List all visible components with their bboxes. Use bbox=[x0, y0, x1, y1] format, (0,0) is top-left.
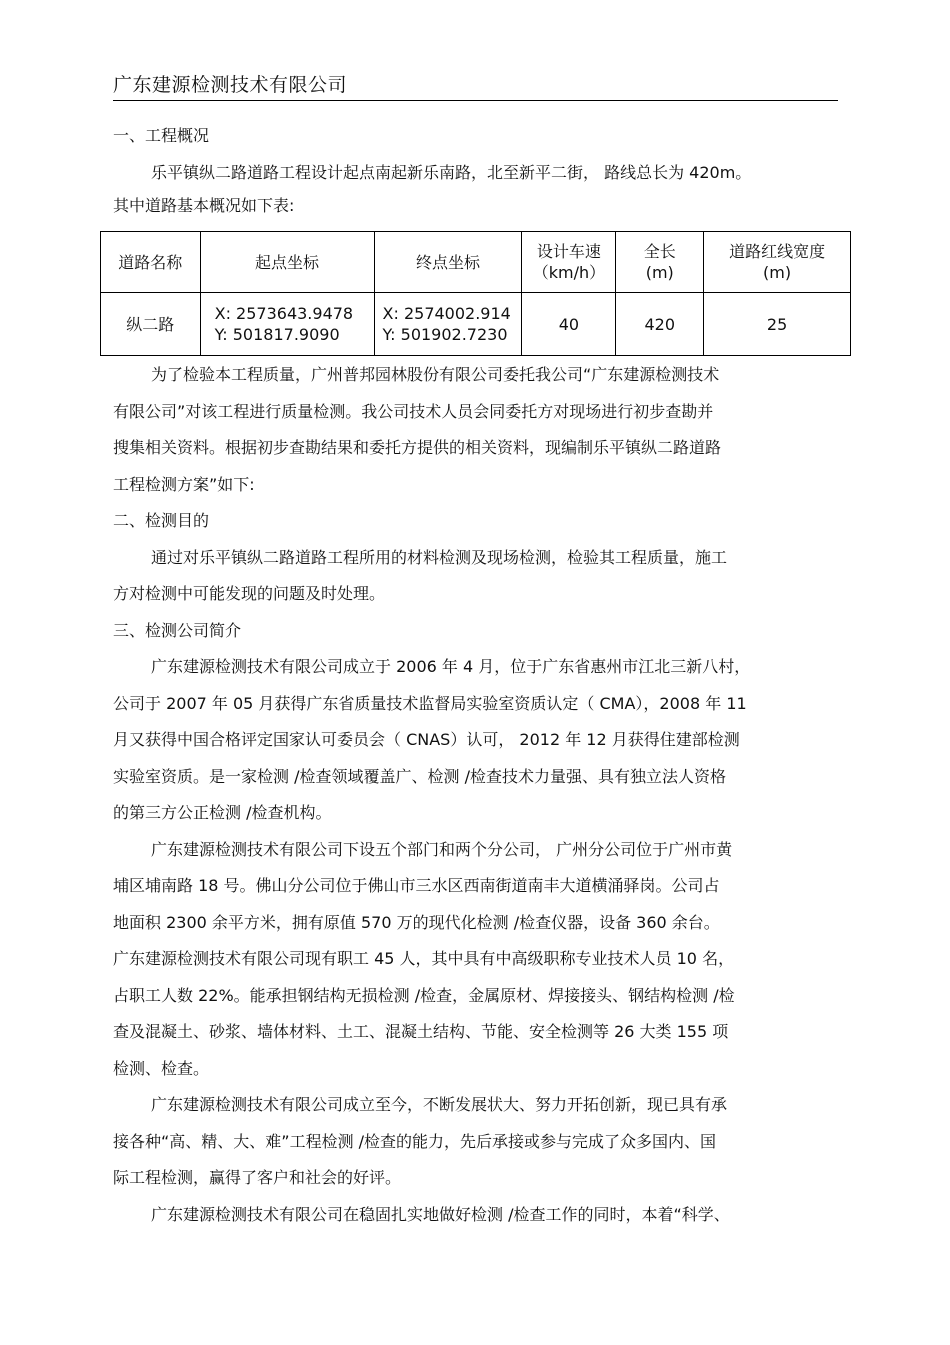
col-design-speed-label: 设计车速 bbox=[536, 242, 601, 261]
cell-start-coord bbox=[200, 293, 374, 356]
section-3-title: 三、检测公司简介 bbox=[113, 620, 242, 640]
table-row bbox=[101, 293, 851, 356]
col-road-name: 道路名称 bbox=[101, 232, 201, 293]
commission-line-1: 为了检验本工程质量，广州普邦园林股份有限公司委托我公司“广东建源检测技术 bbox=[151, 365, 720, 384]
company-p2-line-1: 广东建源检测技术有限公司下设五个部门和两个分公司， 广州分公司位于广州市黄 bbox=[151, 839, 733, 859]
cell-road-name: 纵二路 bbox=[101, 293, 201, 356]
company-p2-line-5: 占职工人数 22%。能承担钢结构无损检测 /检查，金属原材、焊接接头、钢结构检测 /检 bbox=[113, 985, 735, 1005]
company-p2-line-4: 广东建源检测技术有限公司现有职工 45 人，其中具有中高级职称专业技术人员 10 名， bbox=[113, 949, 735, 968]
company-p3-line-3: 际工程检测，赢得了客户和社会的好评。 bbox=[113, 1168, 402, 1187]
company-p4-line-1: 广东建源检测技术有限公司在稳固扎实地做好检测 /检查工作的同时，本着“科学、 bbox=[151, 1204, 730, 1224]
table-header-row bbox=[101, 232, 851, 293]
col-length-label: 全长 bbox=[643, 242, 676, 261]
header-divider bbox=[113, 100, 838, 101]
road-overview-table bbox=[100, 231, 851, 356]
section-1-title: 一、工程概况 bbox=[113, 126, 210, 145]
commission-line-3: 搜集相关资料。根据初步查勘结果和委托方提供的相关资料，现编制乐平镇纵二路道路 bbox=[113, 438, 722, 457]
cell-length: 420 bbox=[616, 293, 704, 356]
overview-line-1: 乐平镇纵二路道路工程设计起点南起新乐南路，北至新平二街， 路线总长为 420m。 bbox=[151, 162, 752, 182]
col-end-coord: 终点坐标 bbox=[374, 232, 522, 293]
company-p1-line-3: 月又获得中国合格评定国家认可委员会（ CNAS）认可， 2012 年 12 月获得住建部检测 bbox=[113, 730, 740, 749]
purpose-line-2: 方对检测中可能发现的问题及时处理。 bbox=[113, 584, 386, 603]
end-y: Y: 501902.7230 bbox=[382, 325, 508, 344]
commission-line-2: 有限公司”对该工程进行质量检测。我公司技术人员会同委托方对现场进行初步查勘并 bbox=[113, 401, 714, 421]
cell-speed: 40 bbox=[522, 293, 616, 356]
company-p2-line-7: 检测、检查。 bbox=[113, 1058, 210, 1078]
company-p2-line-3: 地面积 2300 余平方米，拥有原值 570 万的现代化检测 /检查仪器，设备 360 余台。 bbox=[113, 912, 720, 932]
col-length-unit: (m) bbox=[645, 263, 674, 282]
company-p1-line-4: 实验室资质。是一家检测 /检查领域覆盖广、检测 /检查技术力量强、具有独立法人资格 bbox=[113, 766, 726, 786]
col-design-speed-unit: （km/h） bbox=[532, 263, 606, 282]
company-p3-line-1: 广东建源检测技术有限公司成立至今，不断发展状大、努力开拓创新，现已具有承 bbox=[151, 1095, 728, 1114]
section-overview bbox=[113, 118, 841, 221]
col-start-coord: 起点坐标 bbox=[200, 232, 374, 293]
overview-line-2: 其中道路基本概况如下表: bbox=[113, 196, 295, 215]
body-text bbox=[113, 357, 841, 1233]
company-p3-line-2: 接各种“高、精、大、难”工程检测 /检查的能力，先后承接或参与完成了众多国内、国 bbox=[113, 1131, 717, 1151]
section-2-title: 二、检测目的 bbox=[113, 511, 210, 530]
col-length bbox=[616, 232, 704, 293]
col-red-line-width-unit: (m) bbox=[763, 263, 792, 282]
start-x: X: 2573643.9478 bbox=[214, 304, 354, 323]
page-header-company: 广东建源检测技术有限公司 bbox=[113, 74, 348, 96]
end-x: X: 2574002.914 bbox=[382, 304, 511, 323]
cell-end-coord bbox=[374, 293, 522, 356]
commission-line-4: 工程检测方案”如下: bbox=[113, 474, 255, 494]
col-red-line-width-label: 道路红线宽度 bbox=[729, 242, 826, 261]
col-red-line-width bbox=[704, 232, 851, 293]
start-y: Y: 501817.9090 bbox=[214, 325, 340, 344]
col-design-speed bbox=[522, 232, 616, 293]
company-p2-line-2: 埔区埔南路 18 号。佛山分公司位于佛山市三水区西南街道南丰大道横涌驿岗。公司占 bbox=[113, 876, 720, 895]
company-p1-line-5: 的第三方公正检测 /检查机构。 bbox=[113, 803, 332, 822]
company-p2-line-6: 查及混凝土、砂浆、墙体材料、土工、混凝土结构、节能、安全检测等 26 大类 155 项 bbox=[113, 1022, 729, 1041]
company-p1-line-1: 广东建源检测技术有限公司成立于 2006 年 4 月，位于广东省惠州市江北三新八村， bbox=[151, 657, 751, 676]
company-p1-line-2: 公司于 2007 年 05 月获得广东省质量技术监督局实验室资质认定（ CMA），2008 年 11 bbox=[113, 693, 747, 713]
purpose-line-1: 通过对乐平镇纵二路道路工程所用的材料检测及现场检测，检验其工程质量，施工 bbox=[151, 547, 728, 567]
cell-width: 25 bbox=[704, 293, 851, 356]
